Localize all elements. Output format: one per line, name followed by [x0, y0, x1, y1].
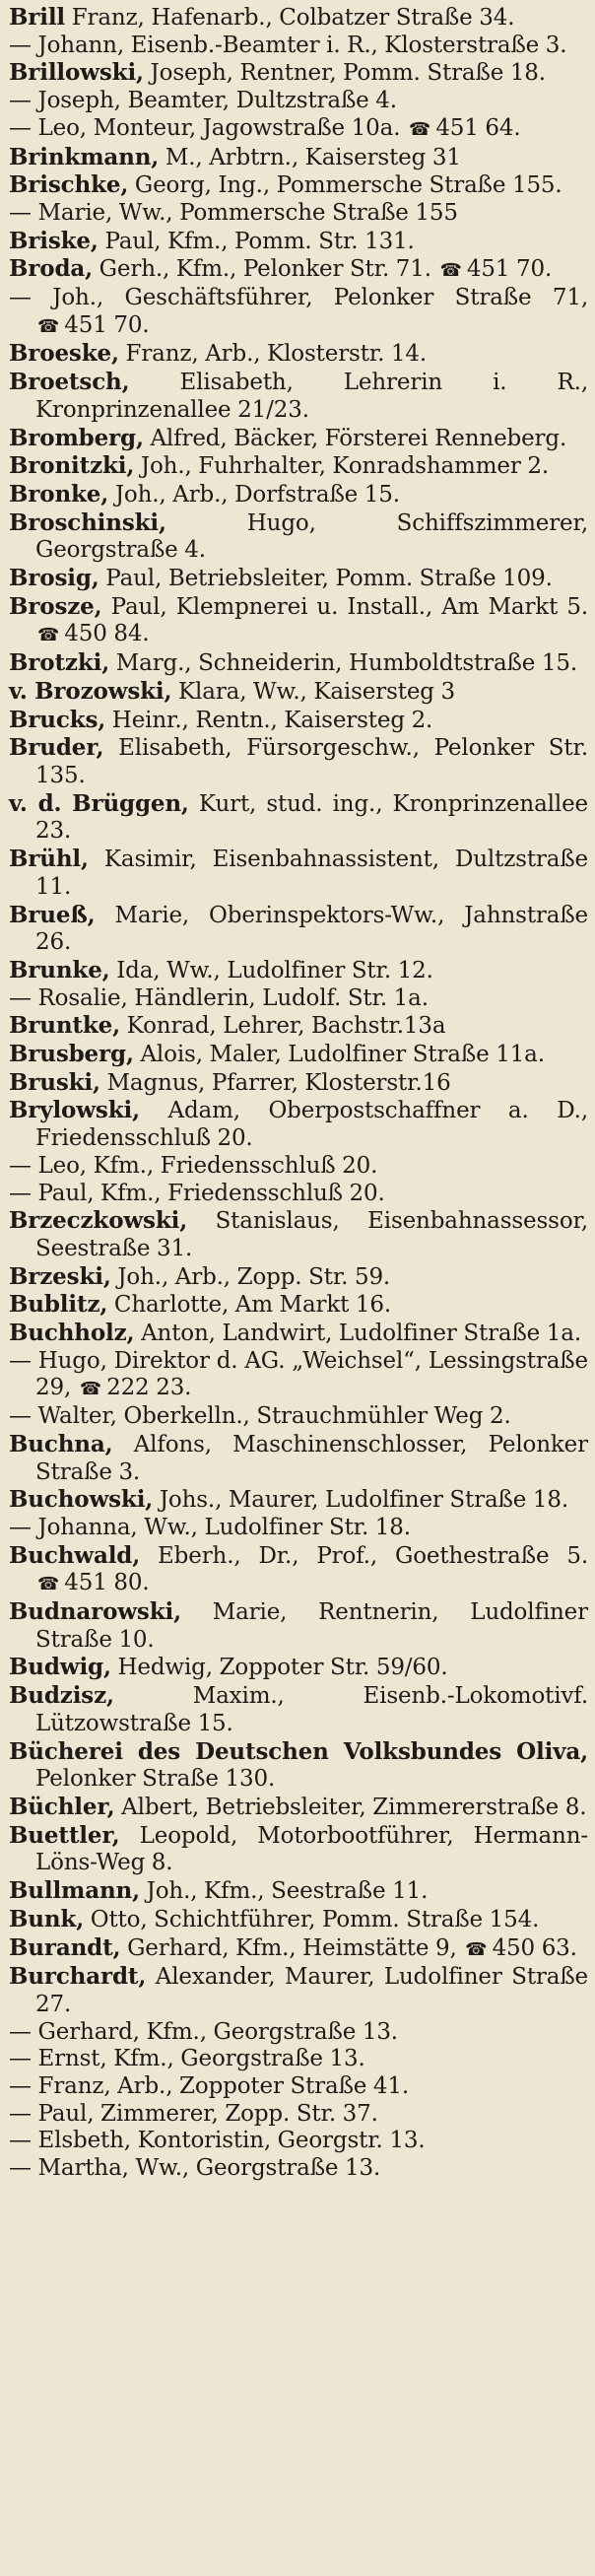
entry-details: Adam, Oberpostschaffner a. D., Friedensschluß 20. — [35, 1098, 588, 1152]
entry-details: Joh., Arb., Zopp. Str. 59. — [110, 1263, 391, 1290]
directory-entry — [9, 2046, 588, 2073]
directory-entry — [9, 1403, 588, 1431]
entry-details: Klara, Ww., Kaisersteg 3 — [171, 678, 456, 705]
entry-details: — Walter, Oberkelln., Strauchmühler Weg 2. — [9, 1403, 511, 1430]
phone-number: 451 70. — [64, 311, 150, 338]
directory-entry — [9, 200, 588, 228]
directory-entry — [9, 565, 588, 593]
entry-details: Leopold, Motorbootführer, Hermann-Löns-Weg 8. — [35, 1822, 588, 1876]
entry-details: Paul, Klempnerei u. Install., Am Markt 5. — [101, 593, 588, 620]
entry-surname: Brzeski, — [9, 1262, 111, 1290]
directory-entry — [9, 1320, 588, 1348]
directory-entry — [9, 59, 588, 88]
entry-details: — Joh., Geschäftsführer, Pelonker Straße 71, — [9, 285, 588, 311]
entry-details: — Ernst, Kfm., Georgstraße 13. — [9, 2046, 365, 2072]
entry-surname: Brylowski, — [9, 1097, 140, 1124]
directory-entry — [9, 2155, 588, 2183]
entry-surname: Bruski, — [9, 1068, 100, 1096]
entry-details: Paul, Betriebsleiter, Pomm. Straße 109. — [99, 566, 553, 592]
entry-surname: Brühl, — [9, 846, 89, 873]
phone-number: 451 70. — [466, 256, 553, 283]
entry-surname: Bruntke, — [9, 1012, 121, 1040]
entry-details: Kurt, stud. ing., Kronprinzenallee 23. — [35, 790, 588, 845]
entry-surname: Bücherei des Deutschen Volksbundes Oliva, — [9, 1737, 588, 1765]
directory-entry — [9, 1906, 588, 1934]
entry-details: — Joseph, Beamter, Dultzstraße 4. — [9, 88, 397, 114]
entry-details: — Johann, Eisenb.-Beamter i. R., Klosterstraße 3. — [9, 32, 567, 58]
directory-entry — [9, 1877, 588, 1906]
phone-number: 451 80. — [64, 1570, 150, 1596]
entry-details: — Hugo, Direktor d. AG. „Weichsel“, Lessingstraße 29, — [9, 1347, 588, 1401]
directory-entry — [9, 1934, 588, 1964]
directory-entry — [9, 481, 588, 509]
directory-entry — [9, 1486, 588, 1515]
entry-details: Joh., Fuhrhalter, Konradshammer 2. — [134, 453, 549, 480]
directory-entry — [9, 1515, 588, 1542]
directory-entry — [9, 1822, 588, 1877]
directory-entry — [9, 171, 588, 200]
entry-details: Otto, Schichtführer, Pomm. Straße 154. — [84, 1906, 540, 1932]
entry-surname: Broda, — [9, 255, 93, 283]
directory-entry — [9, 1181, 588, 1208]
entry-surname: Bronitzki, — [9, 452, 135, 480]
entry-details: — Leo, Monteur, Jagowstraße 10a. — [9, 114, 401, 141]
directory-entry — [9, 1963, 588, 2018]
entry-details: Charlotte, Am Markt 16. — [107, 1292, 392, 1319]
entry-surname: v. Brozowski, — [9, 677, 172, 705]
directory-entry — [9, 846, 588, 901]
telephone-icon: ☎ — [37, 315, 60, 337]
entry-surname: Burchardt, — [9, 1963, 147, 1991]
directory-entry — [9, 790, 588, 846]
entry-surname: Brunke, — [9, 956, 110, 983]
phone-number: 450 63. — [492, 1934, 577, 1961]
directory-entry — [9, 2101, 588, 2129]
entry-details: M., Arbtrn., Kaisersteg 31 — [159, 144, 461, 170]
directory-entry — [9, 1291, 588, 1320]
entry-details: Marie, Rentnerin, Ludolfiner Straße 10. — [35, 1599, 588, 1653]
entry-surname: Brzeczkowski, — [9, 1207, 188, 1235]
entry-surname: Bublitz, — [9, 1291, 108, 1319]
directory-entry — [9, 1041, 588, 1069]
entry-details: Joseph, Rentner, Pomm. Straße 18. — [143, 60, 546, 87]
entry-surname: Bronke, — [9, 480, 109, 508]
directory-entry — [9, 1012, 588, 1041]
directory-entry — [9, 1794, 588, 1822]
entry-surname: Bunk, — [9, 1905, 85, 1932]
directory-entry — [9, 452, 588, 481]
directory-entry — [9, 285, 588, 340]
entry-details: Alfred, Bäcker, Försterei Renneberg. — [143, 425, 567, 451]
directory-entry — [9, 255, 588, 285]
entry-surname: Budnarowski, — [9, 1598, 181, 1626]
directory-entry — [9, 369, 588, 424]
entry-surname: Broeske, — [9, 340, 119, 368]
entry-surname: Briske, — [9, 227, 99, 254]
phone-number: 451 64. — [435, 114, 521, 141]
entry-surname: Buettler, — [9, 1821, 120, 1849]
directory-entry — [9, 88, 588, 115]
directory-entry — [9, 1097, 588, 1152]
entry-surname: Brotzki, — [9, 649, 110, 677]
entry-surname: Buchwald, — [9, 1541, 141, 1569]
telephone-icon: ☎ — [79, 1379, 102, 1400]
directory-entry — [9, 509, 588, 565]
entry-surname: Brueß, — [9, 901, 96, 928]
directory-entry — [9, 1263, 588, 1292]
entry-details: Maxim., Eisenb.-Lokomotivf. Lützowstraße 15. — [35, 1683, 588, 1736]
entry-details: Alexander, Maurer, Ludolfiner Straße 27. — [35, 1964, 588, 2017]
entry-details: Johs., Maurer, Ludolfiner Straße 18. — [153, 1487, 569, 1514]
directory-entry — [9, 33, 588, 60]
directory-entry — [9, 1069, 588, 1098]
entry-details: — Marie, Ww., Pommersche Straße 155 — [9, 199, 458, 226]
entry-details: — Johanna, Ww., Ludolfiner Str. 18. — [9, 1514, 411, 1540]
entry-details: Gerh., Kfm., Pelonker Str. 71. — [93, 256, 431, 283]
directory-entry — [9, 2019, 588, 2047]
entry-details: Alfons, Maschinenschlosser, Pelonker Straße 3. — [35, 1431, 588, 1485]
entry-details: Alois, Maler, Ludolfiner Straße 11a. — [133, 1042, 545, 1068]
entry-surname: Buchholz, — [9, 1320, 135, 1347]
directory-entry — [9, 1542, 588, 1598]
entry-surname: Broschinski, — [9, 508, 166, 536]
entry-details: Kasimir, Eisenbahnassistent, Dultzstraße 11. — [35, 847, 588, 900]
entry-details: Elisabeth, Fürsorgeschw., Pelonker Str. 135. — [35, 735, 588, 788]
entry-details: Pelonker Straße 130. — [35, 1766, 276, 1793]
directory-entry — [9, 902, 588, 957]
entry-details: Hugo, Schiffszimmerer, Georgstraße 4. — [35, 509, 588, 564]
entry-details: Joh., Kfm., Seestraße 11. — [139, 1878, 429, 1905]
entry-surname: Brusberg, — [9, 1041, 134, 1068]
directory-entry — [9, 649, 588, 678]
phone-number: 450 84. — [64, 621, 150, 647]
entry-surname: Brischke, — [9, 171, 129, 199]
directory-entry — [9, 1598, 588, 1654]
entry-surname: v. d. Brüggen, — [9, 789, 189, 817]
entry-details: Hedwig, Zoppoter Str. 59/60. — [110, 1655, 448, 1681]
entry-surname: Brosig, — [9, 565, 99, 592]
entry-details: — Franz, Arb., Zoppoter Straße 41. — [9, 2073, 410, 2100]
entry-surname: Budzisz, — [9, 1682, 114, 1710]
directory-entry — [9, 228, 588, 256]
entry-surname: Bruder, — [9, 734, 104, 762]
directory-entry — [9, 115, 588, 144]
directory-entry — [9, 1738, 588, 1794]
entry-details: Magnus, Pfarrer, Klosterstr.16 — [99, 1069, 451, 1096]
entry-surname: Budwig, — [9, 1654, 111, 1681]
entry-details: Konrad, Lehrer, Bachstr.13a — [120, 1013, 446, 1040]
directory-entry — [9, 425, 588, 453]
entry-surname: Brinkmann, — [9, 143, 160, 170]
directory-entry — [9, 340, 588, 369]
entry-details: Marie, Oberinspektors-Ww., Jahnstraße 26. — [35, 902, 588, 956]
entry-surname: Buchna, — [9, 1430, 113, 1457]
entry-details: Eberh., Dr., Prof., Goethestraße 5. — [140, 1542, 588, 1569]
entry-details: Paul, Kfm., Pomm. Str. 131. — [98, 228, 415, 254]
phone-number: 222 23. — [106, 1375, 192, 1401]
entry-surname: Brosze, — [9, 592, 102, 620]
entry-details: — Leo, Kfm., Friedensschluß 20. — [9, 1152, 378, 1179]
entry-details: — Paul, Zimmerer, Zopp. Str. 37. — [9, 2100, 378, 2127]
directory-entry — [9, 957, 588, 985]
entry-details: — Paul, Kfm., Friedensschluß 20. — [9, 1180, 385, 1206]
directory-entry — [9, 1431, 588, 1486]
entry-details: Joh., Arb., Dorfstraße 15. — [108, 481, 400, 508]
entry-details: Elisabeth, Lehrerin i. R., Kronprinzenallee 21/23. — [35, 370, 588, 423]
entry-details: Stanislaus, Eisenbahnassessor, Seestraße 31. — [35, 1208, 588, 1261]
telephone-icon: ☎ — [439, 260, 462, 282]
directory-entry — [9, 1654, 588, 1682]
directory-entry — [9, 678, 588, 707]
directory-entry — [9, 1682, 588, 1737]
telephone-icon: ☎ — [465, 1938, 488, 1960]
entry-details: Franz, Arb., Klosterstr. 14. — [118, 341, 428, 368]
directory-entry — [9, 144, 588, 172]
entry-surname: Broetsch, — [9, 369, 130, 396]
directory-entry — [9, 734, 588, 789]
entry-details: Albert, Betriebsleiter, Zimmererstraße 8. — [114, 1795, 587, 1820]
directory-entry — [9, 2073, 588, 2101]
entry-surname: Bromberg, — [9, 424, 144, 451]
entry-surname: Brill — [9, 4, 66, 31]
entry-details: Georg, Ing., Pommersche Straße 155. — [128, 172, 562, 199]
entry-details: — Martha, Ww., Georgstraße 13. — [9, 2155, 381, 2182]
entry-surname: Burandt, — [9, 1933, 121, 1961]
entry-surname: Bullmann, — [9, 1877, 140, 1905]
entry-details: — Gerhard, Kfm., Georgstraße 13. — [9, 2018, 398, 2045]
entry-details: Anton, Landwirt, Ludolfiner Straße 1a. — [134, 1321, 582, 1347]
entry-surname: Büchler, — [9, 1794, 115, 1820]
entry-details: Ida, Ww., Ludolfiner Str. 12. — [109, 957, 433, 983]
entry-details: Franz, Hafenarb., Colbatzer Straße 34. — [65, 5, 515, 31]
directory-entry — [9, 707, 588, 735]
entry-details: — Elsbeth, Kontoristin, Georgstr. 13. — [9, 2128, 426, 2154]
directory-entry — [9, 1207, 588, 1262]
telephone-icon: ☎ — [37, 1574, 60, 1595]
directory-entry — [9, 593, 588, 649]
entry-details: Gerhard, Kfm., Heimstätte 9, — [120, 1934, 457, 1961]
entry-surname: Brillowski, — [9, 59, 144, 87]
directory-entry — [9, 1348, 588, 1403]
directory-column — [9, 4, 588, 2183]
entry-details: Marg., Schneiderin, Humboldtstraße 15. — [109, 650, 577, 677]
directory-entry — [9, 2128, 588, 2155]
directory-entry — [9, 985, 588, 1013]
entry-details: Heinr., Rentn., Kaisersteg 2. — [105, 707, 433, 733]
directory-entry — [9, 1153, 588, 1181]
telephone-icon: ☎ — [409, 118, 431, 140]
entry-surname: Brucks, — [9, 706, 106, 733]
directory-entry — [9, 4, 588, 33]
entry-surname: Buchowski, — [9, 1486, 154, 1514]
entry-details: — Rosalie, Händlerin, Ludolf. Str. 1a. — [9, 984, 429, 1011]
telephone-icon: ☎ — [37, 625, 60, 646]
